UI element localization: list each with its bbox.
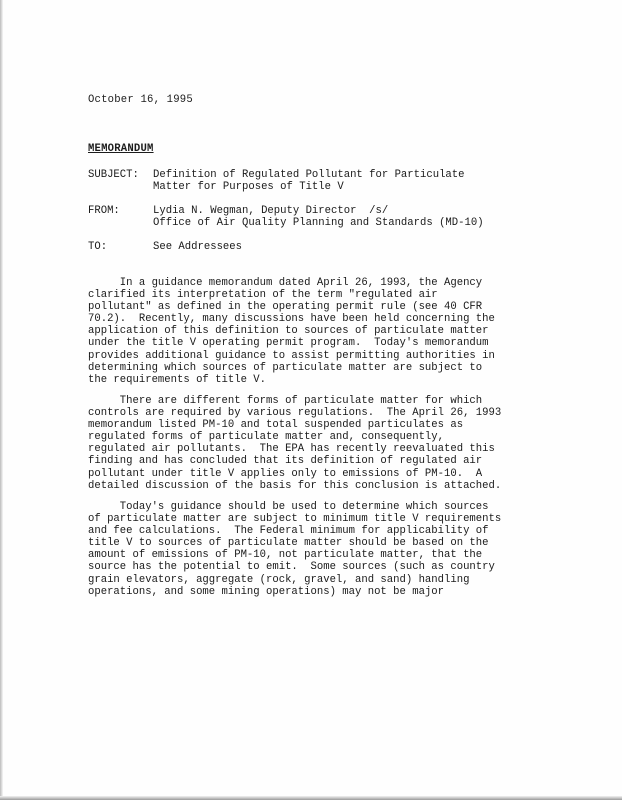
- paragraph-2: [88, 395, 528, 492]
- subject-label: SUBJECT:: [88, 169, 139, 181]
- scan-edge-bottom: [0, 796, 622, 800]
- from-line: Lydia N. Wegman, Deputy Director /s/: [153, 205, 389, 217]
- memo-heading: MEMORANDUM: [88, 143, 154, 155]
- paragraph-line: grain elevators, aggregate (rock, gravel, and sand) handling: [88, 573, 470, 586]
- paragraph-line: regulated air pollutants. The EPA has recently reevaluated this: [88, 443, 495, 456]
- paragraph-line: source has the potential to emit. Some sources (such as country: [88, 561, 495, 574]
- paragraph-line: 70.2). Recently, many discussions have been held concerning the: [88, 313, 495, 326]
- paragraph-line: amount of emissions of PM-10, not particulate matter, that the: [88, 549, 483, 562]
- paragraph-line: determining which sources of particulate matter are subject to: [88, 361, 483, 374]
- paragraph-line: title V to sources of particulate matter should be based on the: [88, 537, 489, 550]
- paragraph-line: and fee calculations. The Federal minimum for applicability of: [88, 525, 489, 538]
- paragraph-line: provides additional guidance to assist permitting authorities in: [88, 349, 495, 362]
- from-line: Office of Air Quality Planning and Standards (MD-10): [153, 217, 484, 229]
- to-line: See Addressees: [153, 241, 243, 253]
- paragraph-line: There are different forms of particulate matter for which: [88, 395, 483, 407]
- paragraph-line: clarified its interpretation of the term "regulated air: [88, 289, 438, 302]
- paragraph-line: regulated forms of particulate matter and, consequently,: [88, 431, 445, 444]
- paragraph-line: In a guidance memorandum dated April 26, 1993, the Agency: [88, 277, 483, 289]
- paragraph-line: controls are required by various regulations. The April 26, 1993: [88, 407, 502, 420]
- paragraph-line: memorandum listed PM-10 and total suspended particulates as: [88, 419, 464, 432]
- paragraph-3: [88, 501, 528, 598]
- paragraph-line: detailed discussion of the basis for this conclusion is attached.: [88, 479, 502, 492]
- subject-line: Definition of Regulated Pollutant for Particulate: [153, 169, 465, 181]
- paragraph-line: finding and has concluded that its definition of regulated air: [88, 455, 483, 468]
- paragraph-line: operations, and some mining operations) may not be major: [88, 585, 445, 598]
- paragraph-1: [88, 277, 528, 386]
- paragraph-line: of particulate matter are subject to minimum title V requirements: [88, 513, 502, 526]
- from-label: FROM:: [88, 205, 120, 217]
- paragraph-line: pollutant" as defined in the operating permit rule (see 40 CFR: [88, 301, 483, 314]
- paragraph-line: pollutant under title V applies only to emissions of PM-10. A: [88, 467, 483, 480]
- to-label: TO:: [88, 241, 108, 253]
- paragraph-line: the requirements of title V.: [88, 373, 267, 386]
- paragraph-line: application of this definition to sources of particulate matter: [88, 325, 489, 338]
- paragraph-line: Today's guidance should be used to determine which sources: [88, 501, 489, 513]
- subject-line: Matter for Purposes of Title V: [153, 181, 344, 193]
- paragraph-line: under the title V operating permit program. Today's memorandum: [88, 337, 489, 350]
- scan-edge-left: [0, 0, 3, 800]
- memo-date: October 16, 1995: [88, 94, 193, 106]
